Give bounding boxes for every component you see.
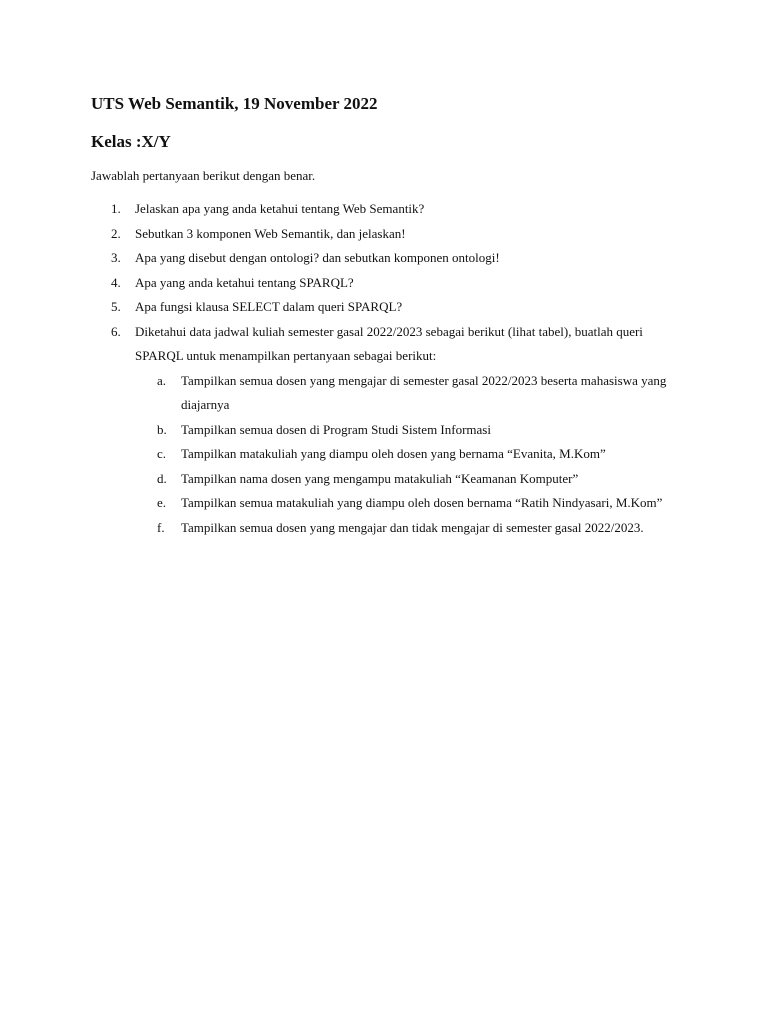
sub-question-item [135, 418, 691, 443]
sub-question-list [135, 369, 691, 541]
question-number: 6. [111, 323, 121, 339]
question-number: 5. [111, 299, 121, 314]
question-item [91, 222, 691, 247]
question-number: 2. [111, 225, 121, 241]
sub-question-text: Tampilkan semua dosen yang mengajar dan tidak mengajar di semester gasal 2022/2023. [181, 519, 644, 535]
sub-question-text: Tampilkan semua dosen yang mengajar di semester gasal 2022/2023 beserta mahasiswa yang diajarnya [181, 372, 667, 412]
question-text: Jelaskan apa yang anda ketahui tentang Web Semantik? [135, 201, 425, 216]
sub-question-letter: c. [157, 446, 167, 461]
question-number: 4. [111, 274, 121, 290]
sub-question-item [135, 467, 691, 492]
question-item [91, 271, 691, 296]
document-title: UTS Web Semantik, 19 November 2022 [91, 94, 378, 113]
sub-question-text: Tampilkan semua matakuliah yang diampu oleh dosen bernama “Ratih Nindyasari, M.Kom” [181, 495, 663, 510]
sub-question-item [135, 516, 691, 541]
question-text: Diketahui data jadwal kuliah semester gasal 2022/2023 sebagai berikut (lihat tabel), buatlah queri SPARQL untuk menampilkan pertanyaan sebagai berikut: [135, 323, 643, 363]
question-item [91, 246, 691, 271]
sub-question-text: Tampilkan nama dosen yang mengampu matakuliah “Keamanan Komputer” [181, 470, 579, 486]
question-item [91, 295, 691, 320]
instructions-text: Jawablah pertanyaan berikut dengan benar. [91, 168, 316, 183]
question-text: Sebutkan 3 komponen Web Semantik, dan jelaskan! [135, 225, 406, 241]
question-number: 3. [111, 250, 121, 265]
sub-question-text: Tampilkan matakuliah yang diampu oleh dosen yang bernama “Evanita, M.Kom” [181, 446, 606, 461]
sub-question-text: Tampilkan semua dosen di Program Studi Sistem Informasi [181, 421, 491, 437]
question-text: Apa fungsi klausa SELECT dalam queri SPARQL? [135, 299, 403, 314]
sub-question-letter: d. [157, 470, 167, 486]
sub-question-letter: f. [157, 519, 165, 535]
sub-question-letter: a. [157, 372, 167, 388]
sub-question-item [135, 442, 691, 467]
sub-question-item [135, 369, 691, 418]
class-label: Kelas :X/Y [91, 132, 171, 151]
question-text: Apa yang anda ketahui tentang SPARQL? [135, 274, 354, 290]
sub-question-item [135, 491, 691, 516]
sub-question-letter: e. [157, 495, 167, 510]
question-item [91, 197, 691, 222]
question-text: Apa yang disebut dengan ontologi? dan sebutkan komponen ontologi! [135, 250, 500, 265]
sub-question-letter: b. [157, 421, 167, 437]
question-item [91, 320, 691, 541]
question-number: 1. [111, 201, 121, 216]
question-list [91, 197, 691, 540]
